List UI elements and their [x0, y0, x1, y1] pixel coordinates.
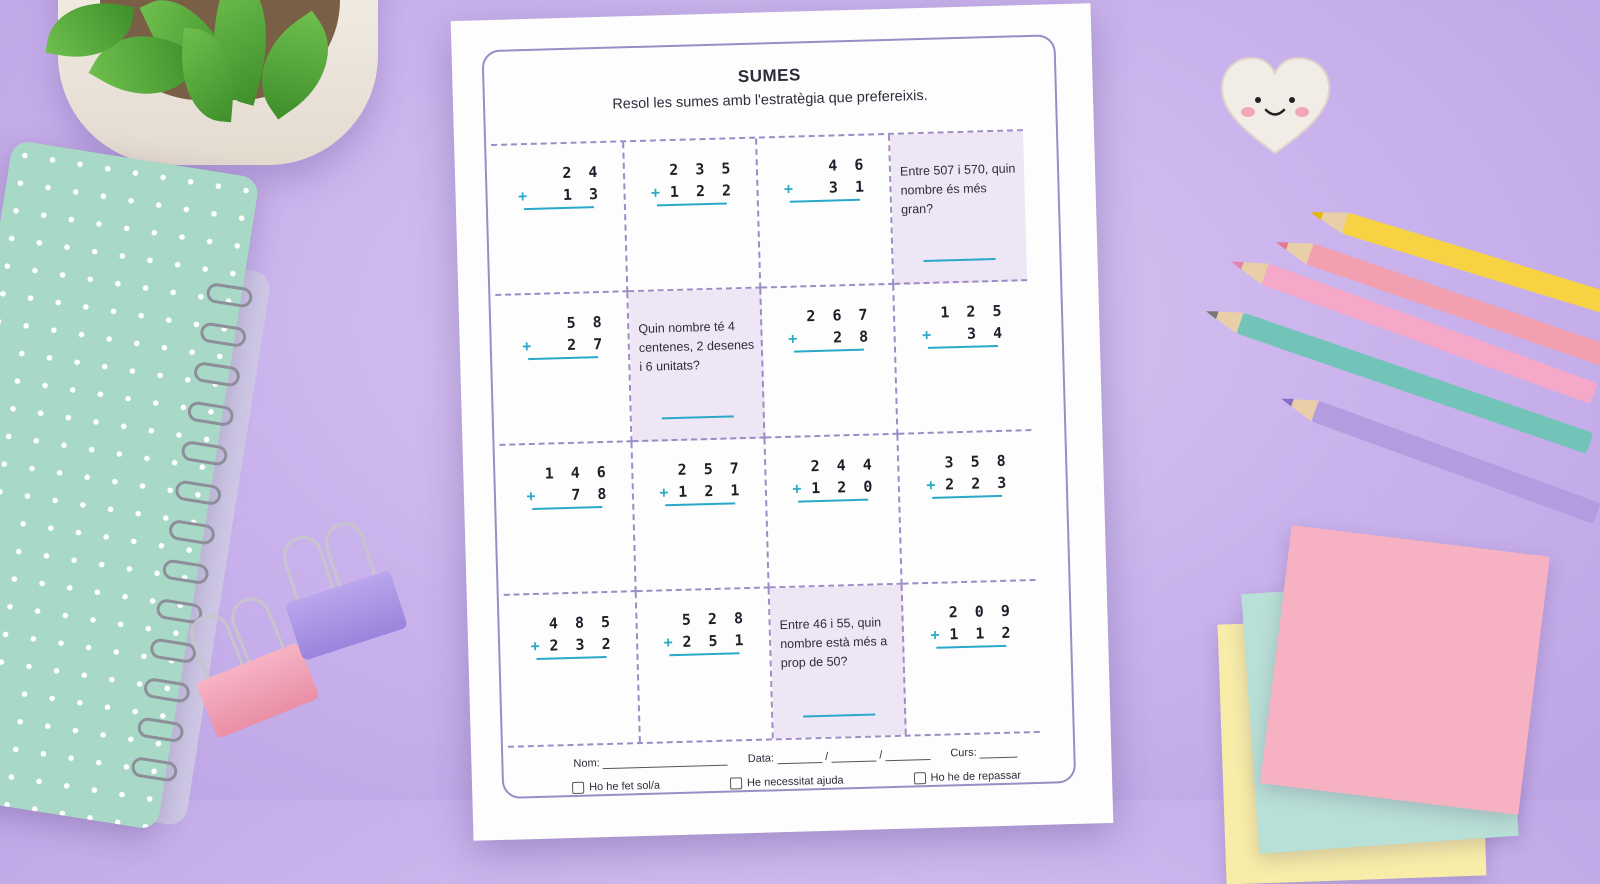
- plus-sign: +: [650, 183, 661, 202]
- date-year-field[interactable]: [886, 759, 931, 761]
- sum-cell: [495, 292, 632, 446]
- sum-cell: [765, 435, 902, 589]
- sum-cell: [894, 281, 1031, 435]
- name-field[interactable]: [603, 765, 728, 769]
- word-problem-text: Quin nombre té 4 centenes, 2 desenes i 6 unitats?: [638, 319, 755, 374]
- sum-exercise: [637, 606, 769, 657]
- word-problem-cell: [628, 289, 765, 443]
- addend-bottom: 7 8: [571, 484, 611, 504]
- addend-bottom: 2 5 1: [682, 631, 748, 651]
- plus-sign: +: [526, 486, 536, 506]
- answer-line[interactable]: [924, 258, 996, 262]
- addend-bottom: 1 1 2: [949, 623, 1015, 644]
- addend-bottom: 1 3: [562, 184, 603, 205]
- checkbox-self[interactable]: [572, 780, 660, 795]
- addend-bottom-row: [526, 633, 615, 657]
- sum-exercise: [903, 599, 1037, 650]
- plus-sign: +: [659, 483, 669, 502]
- sum-cell: [903, 581, 1040, 735]
- addend-top: 2 4: [562, 162, 602, 183]
- date-month-field[interactable]: [831, 760, 876, 762]
- course-field[interactable]: [980, 757, 1018, 759]
- addend-top: 2 6 7: [806, 305, 872, 326]
- sum-exercise: [504, 610, 636, 661]
- word-problem-text: Entre 46 i 55, quin nombre està més a prop de 50?: [779, 615, 888, 671]
- addend-bottom-row: [647, 179, 736, 203]
- addend-bottom: 2 3 2: [549, 634, 615, 655]
- heart-eraser-icon: [1218, 55, 1333, 157]
- addend-bottom: 2 2 3: [944, 473, 1011, 494]
- worksheet-subtitle: Resol les sumes amb l'estratègia que prefereixis.: [612, 87, 928, 113]
- checkbox-icon: [572, 782, 584, 794]
- addend-top: 2 3 5: [669, 159, 735, 180]
- answer-line[interactable]: [803, 714, 875, 718]
- checkbox-icon: [913, 772, 925, 784]
- checkbox-help-label: He necessitat ajuda: [746, 774, 844, 790]
- plant-icon: [40, 0, 360, 140]
- exercise-grid: [491, 129, 1040, 748]
- addend-top: 1 2 5: [940, 301, 1006, 322]
- sum-exercise: [895, 299, 1029, 350]
- addend-bottom: 3 4: [966, 323, 1007, 343]
- pencil-icon: [1311, 401, 1600, 524]
- checkbox-self-label: Ho he fet sol/a: [588, 779, 661, 794]
- addend-top: 2 0 9: [948, 601, 1015, 622]
- course-label: Curs:: [950, 746, 977, 760]
- worksheet: [451, 3, 1114, 841]
- sum-exercise: [492, 160, 624, 211]
- sum-exercise: [899, 449, 1033, 500]
- addend-bottom-row: [788, 475, 877, 499]
- checkbox-review[interactable]: [913, 769, 1021, 784]
- addend-top: 4 6: [828, 155, 868, 175]
- addend-top: 2 4 4: [810, 455, 876, 476]
- sum-cell: [504, 592, 641, 746]
- addend-top: 2 5 7: [677, 459, 744, 479]
- sum-exercise: [633, 457, 765, 508]
- addend-top: 4 8 5: [548, 612, 615, 633]
- date-label: Data:: [747, 752, 775, 766]
- addend-bottom-row: [655, 479, 744, 503]
- sum-cell: [500, 442, 637, 596]
- sum-exercise: [625, 157, 757, 208]
- date-day-field[interactable]: [777, 762, 822, 764]
- plus-sign: +: [783, 179, 794, 198]
- addend-bottom: 2 7: [566, 334, 607, 354]
- addend-bottom: 1 2 0: [810, 477, 877, 498]
- checkbox-help[interactable]: [730, 774, 844, 789]
- addend-bottom: 3 1: [828, 177, 869, 197]
- addend-bottom-row: [918, 322, 1007, 346]
- word-problem-cell: [770, 585, 907, 739]
- addend-bottom-row: [659, 629, 748, 653]
- sum-cell: [761, 285, 898, 439]
- addend-bottom-row: [784, 325, 873, 349]
- addend-bottom: 1 2 2: [669, 181, 736, 202]
- addend-bottom-row: [518, 333, 607, 357]
- word-problem-text: Entre 507 i 570, quin nombre és més gran?: [899, 161, 1016, 217]
- addend-bottom-row: [522, 483, 611, 507]
- plus-sign: +: [787, 329, 798, 348]
- plus-sign: +: [792, 479, 802, 498]
- addend-bottom: 1 2 1: [678, 481, 744, 501]
- sum-exercise: [766, 453, 898, 504]
- plus-sign: +: [517, 187, 528, 206]
- plus-sign: +: [926, 475, 936, 494]
- addend-bottom-row: [514, 183, 603, 207]
- date-separator: /: [824, 750, 829, 763]
- word-problem-cell: [890, 131, 1027, 285]
- checkbox-review-label: Ho he de repassar: [930, 769, 1022, 784]
- plus-sign: +: [530, 636, 540, 656]
- addend-top: 1 4 6: [544, 462, 611, 483]
- addend-bottom-row: [780, 176, 869, 200]
- plus-sign: +: [921, 325, 932, 345]
- addend-top: 3 5 8: [944, 451, 1010, 472]
- answer-line[interactable]: [662, 415, 734, 419]
- name-label: Nom:: [573, 757, 600, 770]
- sum-cell: [633, 438, 770, 592]
- date-separator: /: [879, 749, 883, 762]
- sum-cell: [624, 139, 761, 293]
- sum-cell: [491, 142, 628, 296]
- addend-bottom: 2 8: [832, 327, 873, 347]
- plus-sign: +: [663, 633, 673, 652]
- sum-exercise: [496, 310, 628, 361]
- sum-cell: [898, 431, 1035, 585]
- plus-sign: +: [522, 336, 532, 356]
- worksheet-title: SUMES: [737, 65, 802, 87]
- sum-exercise: [500, 460, 632, 511]
- checkbox-icon: [730, 777, 742, 789]
- addend-top: 5 2 8: [681, 609, 748, 629]
- plus-sign: +: [930, 625, 940, 644]
- sticky-note-icon: [1260, 525, 1550, 815]
- sum-cell: [637, 588, 774, 742]
- sum-cell: [757, 135, 894, 289]
- addend-bottom-row: [926, 622, 1015, 646]
- sum-exercise: [758, 153, 890, 204]
- worksheet-frame: [482, 34, 1077, 799]
- addend-top: 5 8: [566, 312, 606, 332]
- sum-exercise: [762, 303, 894, 354]
- addend-bottom-row: [922, 472, 1011, 496]
